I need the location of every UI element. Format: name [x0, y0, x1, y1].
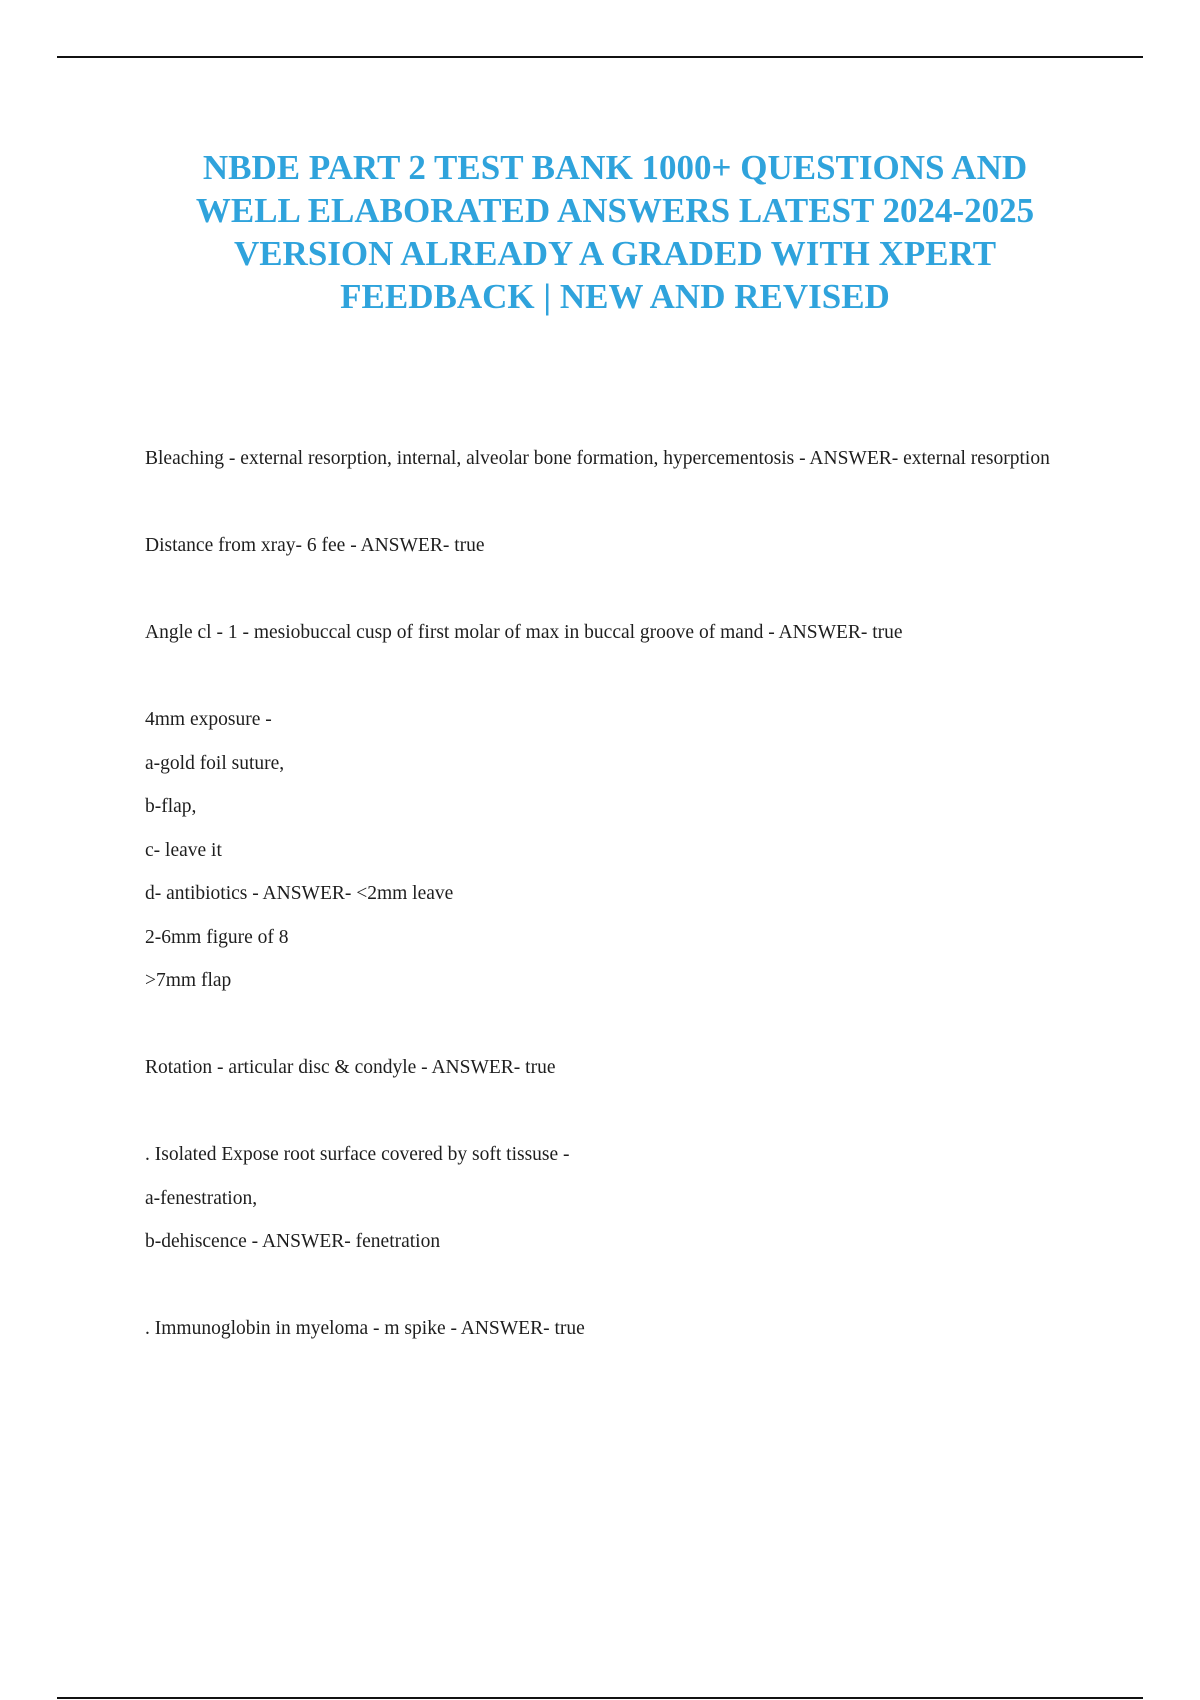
option-line: b-dehiscence - ANSWER- fenetration [145, 1231, 441, 1252]
question-exposure [145, 705, 1090, 995]
question-text: Rotation - articular disc & condyle - ANSWER- true [145, 1057, 556, 1078]
question-rotation [145, 1053, 1090, 1082]
title-line: FEEDBACK | NEW AND REVISED [340, 277, 890, 316]
question-text: Angle cl - 1 - mesiobuccal cusp of first molar of max in buccal groove of mand - ANSWER- true [145, 622, 903, 643]
question-text: . Immunoglobin in myeloma - m spike - ANSWER- true [145, 1318, 585, 1339]
option-line: c- leave it [145, 839, 222, 861]
option-line: a-gold foil suture, [145, 752, 285, 774]
question-myeloma [145, 1314, 1090, 1343]
answer-line: >7mm flap [145, 970, 232, 991]
question-root-surface [145, 1140, 1090, 1256]
option-line: d- antibiotics - ANSWER- <2mm leave [145, 883, 454, 904]
option-line: a-fenestration, [145, 1187, 258, 1209]
question-line: 4mm exposure - [145, 709, 272, 730]
question-bleaching [145, 444, 1090, 473]
header-rule [57, 56, 1143, 58]
document-title [120, 146, 1110, 318]
question-xray-distance [145, 531, 1090, 560]
title-line: VERSION ALREADY A GRADED WITH XPERT [233, 234, 997, 273]
option-line: b-flap, [145, 796, 197, 817]
question-text: Bleaching - external resorption, internal, alveolar bone formation, hypercementosis - ANSWER- external resorption [145, 448, 1050, 469]
title-line: NBDE PART 2 TEST BANK 1000+ QUESTIONS AND [202, 148, 1028, 187]
question-list [145, 444, 1090, 1401]
question-text: Distance from xray- 6 fee - ANSWER- true [145, 535, 485, 556]
title-line: WELL ELABORATED ANSWERS LATEST 2024-2025 [195, 191, 1035, 230]
question-angle-class [145, 618, 1090, 647]
footer-rule [57, 1697, 1143, 1699]
answer-line: 2-6mm figure of 8 [145, 926, 289, 948]
question-line: . Isolated Expose root surface covered by soft tissuse - [145, 1144, 570, 1165]
